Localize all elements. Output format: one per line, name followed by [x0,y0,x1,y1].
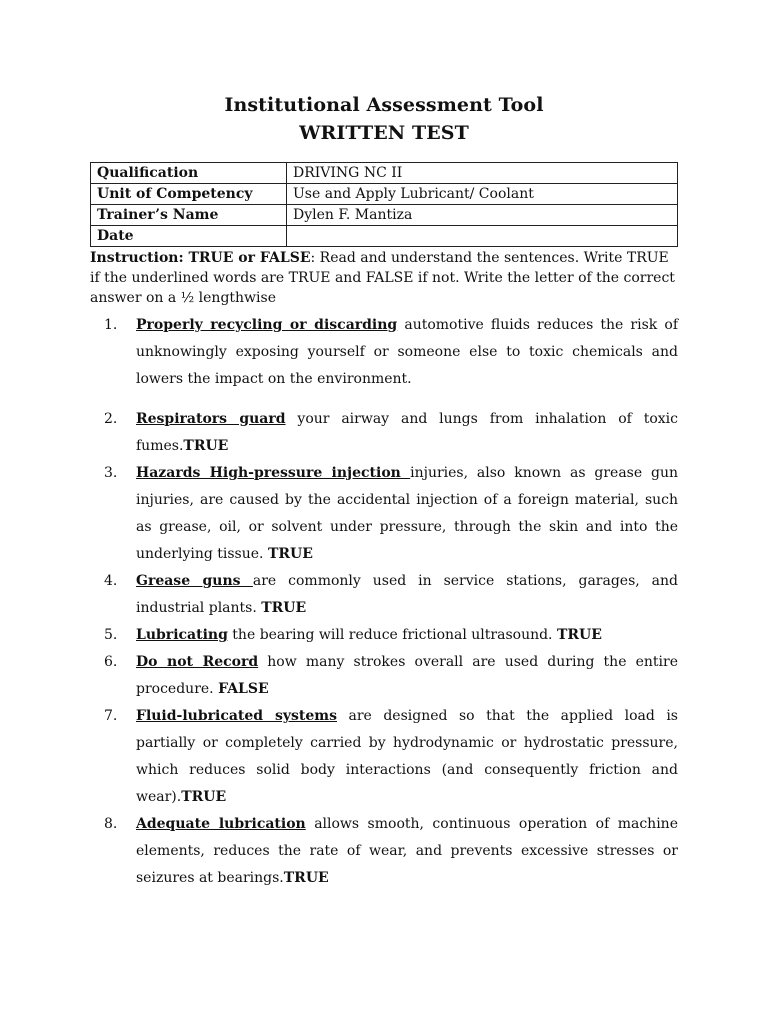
question-item [0,649,768,703]
info-label: Trainer’s Name [91,205,287,226]
info-label: Date [91,226,287,247]
question-item [0,622,768,649]
question-term: Properly recycling or discarding [136,317,398,333]
question-list [0,312,768,892]
info-value: Dylen F. Mantiza [287,205,678,226]
info-label: Qualification [91,163,287,184]
question-number: 1. [104,317,118,333]
question-term: Fluid-lubricated systems [136,708,337,724]
info-row-date [91,226,678,247]
document-subtitle: WRITTEN TEST [299,122,469,144]
question-number: 3. [104,465,118,481]
question-number: 8. [104,816,118,832]
question-item [0,312,768,393]
info-row-unit [91,184,678,205]
question-number: 4. [104,573,118,589]
question-text: how many strokes overall are used during the entire procedure. [136,654,678,697]
instructions [90,248,680,308]
question-text: your airway and lungs from inhalation of toxic fumes. [136,411,678,454]
question-number: 5. [104,627,118,643]
document-title: Institutional Assessment Tool [224,94,544,116]
question-answer: TRUE [261,600,307,616]
info-row-trainer [91,205,678,226]
info-table [90,162,678,247]
info-value: Use and Apply Lubricant/ Coolant [287,184,678,205]
question-text: injuries, also known as grease gun injuries, are caused by the accidental injection of a foreign material, such as grease, oil, or solvent under pressure, through the skin and into the underlying tissue. [136,465,678,562]
question-answer: TRUE [181,789,227,805]
instruction-label: Instruction: TRUE or FALSE [90,250,311,266]
question-answer: TRUE [267,546,313,562]
question-item [0,703,768,811]
info-label: Unit of Competency [91,184,287,205]
question-text: are designed so that the applied load is partially or completely carried by hydrodynamic or hydrostatic pressure, which reduces solid body interactions (and consequently friction and wear). [136,708,678,805]
question-term: Grease guns [136,573,253,589]
question-item [0,811,768,892]
question-answer: FALSE [218,681,269,697]
question-answer: TRUE [183,438,229,454]
question-answer: TRUE [556,627,602,643]
info-row-qualification [91,163,678,184]
question-text: the bearing will reduce frictional ultrasound. [227,627,557,643]
info-value: DRIVING NC II [287,163,678,184]
question-text: are commonly used in service stations, garages, and industrial plants. [136,573,678,616]
question-term: Lubricating [136,627,228,643]
question-term: Hazards High-pressure injection [136,465,411,481]
question-number: 2. [104,411,118,427]
question-item [0,460,768,568]
question-item [0,568,768,622]
question-answer: TRUE [283,870,329,886]
instruction-text: : Read and understand the sentences. Write TRUE if the underlined words are TRUE and FALSE if not. Write the letter of the correct answer on a ½ lengthwise [90,250,675,306]
question-text: automotive fluids reduces the risk of unknowingly exposing yourself or someone else to toxic chemicals and lowers the impact on the environment. [136,317,678,387]
question-number: 6. [104,654,118,670]
question-number: 7. [104,708,118,724]
question-term: Do not Record [136,654,259,670]
question-item [0,406,768,460]
question-term: Adequate lubrication [136,816,306,832]
info-value [287,226,678,247]
question-text: allows smooth, continuous operation of machine elements, reduces the rate of wear, and prevents excessive stresses or seizures at bearings. [136,816,678,886]
question-term: Respirators guard [136,411,286,427]
